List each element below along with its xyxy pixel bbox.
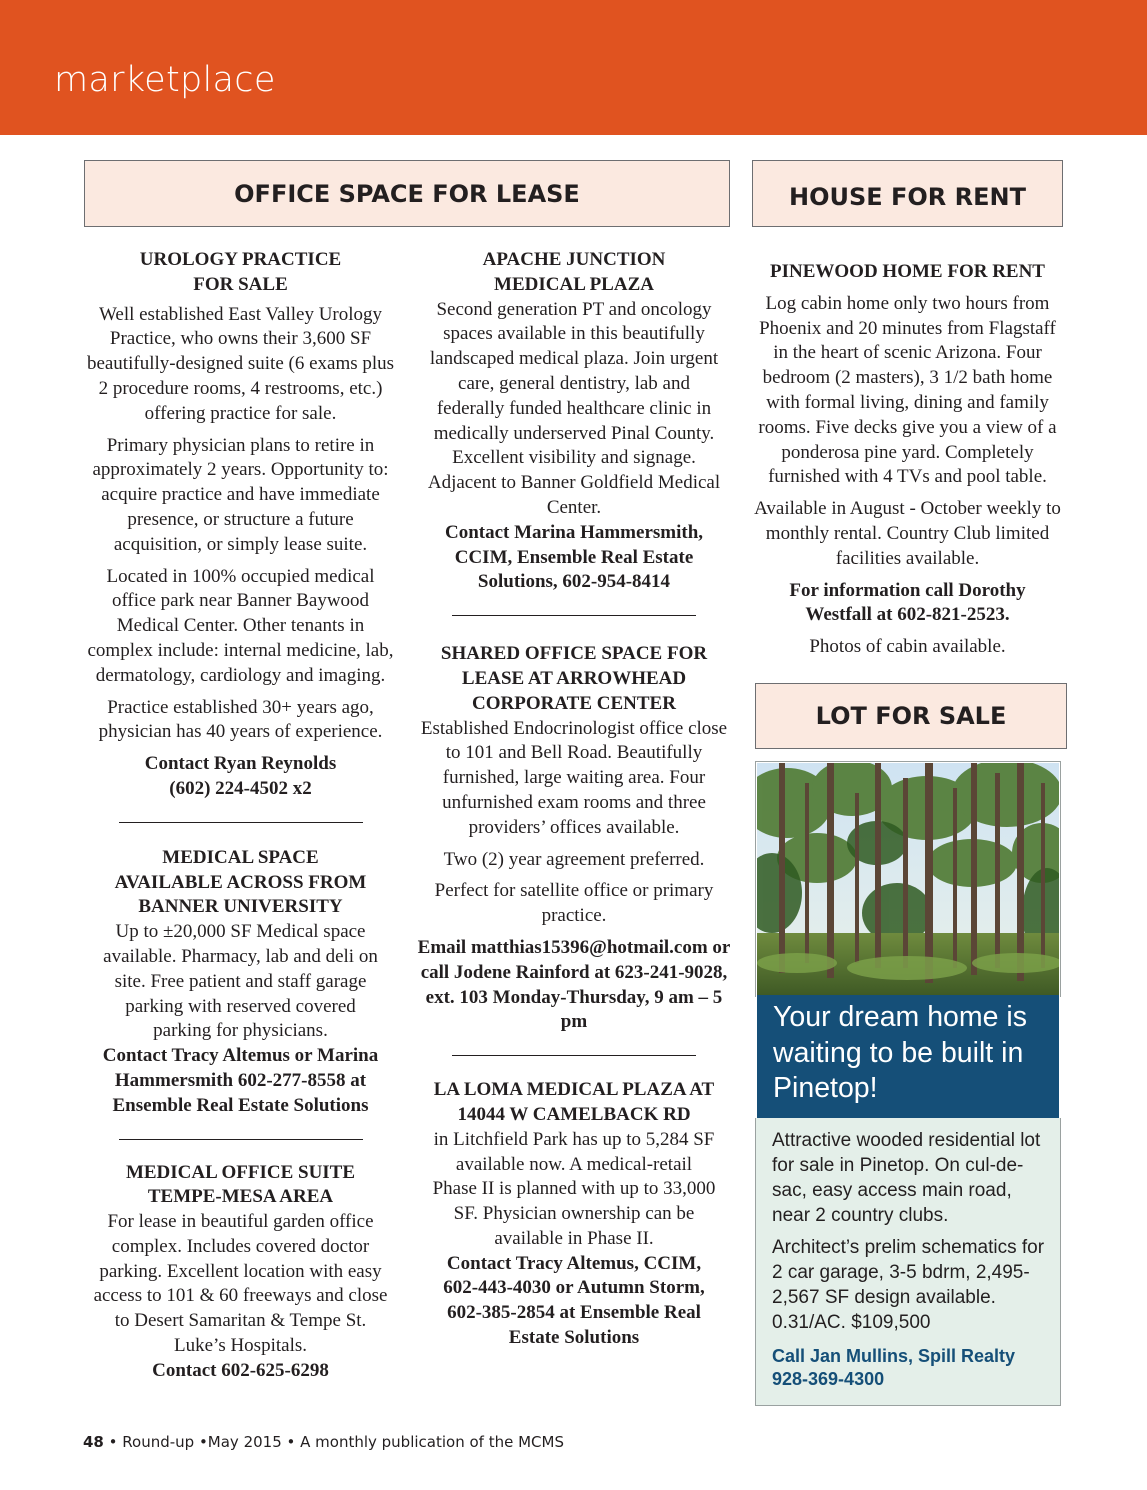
footer-text: • Round-up •May 2015 • A monthly publication of the MCMS [108,1433,564,1451]
pine-forest-photo [757,763,1059,995]
lot-paragraph-1: Attractive wooded residential lot for sale in Pinetop. On cul-de-sac, easy access main road, near 2 country clubs. [772,1130,1041,1226]
medical-space-body: Up to ±20,000 SF Medical space available. Pharmacy, lab and deli on site. Free patient and staff garage parking with reserved covered parking for physicians. [103,921,378,1042]
page-number: 48 [83,1433,104,1451]
urology-title-1: UROLOGY PRACTICE [139,249,342,270]
section-banner [0,0,1147,135]
laloma-title: LA LOMA MEDICAL PLAZA AT 14044 W CAMELBACK RD [433,1079,715,1125]
medical-space-contact: Contact Tracy Altemus or Marina Hammersmith 602-277-8558 at Ensemble Real Estate Solutions [102,1045,379,1116]
pinewood-paragraph-3: Photos of cabin available. [809,636,1006,658]
office-column-2 [418,248,730,1351]
house-column [750,260,1065,667]
house-for-rent-heading: HOUSE FOR RENT [752,160,1063,227]
arrowhead-paragraph-3: Perfect for satellite office or primary practice. [434,880,714,927]
divider [119,1139,363,1140]
urology-listing [84,248,397,802]
apache-listing [418,248,730,595]
lot-details-box [755,1118,1061,1406]
pinewood-paragraph-2: Available in August - October weekly to monthly rental. Country Club limited facilities available. [754,498,1061,569]
urology-paragraph-1: Well established East Valley Urology Practice, who owns their 3,600 SF beautifully-designed suite (6 exams plus 2 procedure rooms, 4 restrooms, etc.) offering practice for sale. [86,303,395,424]
tempe-title: MEDICAL OFFICE SUITE TEMPE-MESA AREA [125,1161,356,1208]
pinewood-title: PINEWOOD HOME FOR RENT [770,261,1045,282]
divider [119,822,363,823]
section-title: marketplace [54,60,276,100]
urology-contact-phone: (602) 224-4502 x2 [169,777,312,799]
arrowhead-paragraph-2: Two (2) year agreement preferred. [443,848,705,870]
lot-paragraph-2: Architect’s prelim schematics for 2 car garage, 3-5 bdrm, 2,495-2,567 SF design available. 0.31/AC. $109,500 [772,1237,1045,1333]
laloma-body: in Litchfield Park has up to 5,284 SF available now. A medical-retail Phase II is planned with up to 33,000 SF. Physician ownership can be available in Phase II. [432,1128,716,1249]
pinewood-paragraph-1: Log cabin home only two hours from Phoenix and 20 minutes from Flagstaff in the heart of scenic Arizona. Four bedroom (2 masters), 3 1/2 bath home with formal living, dining and family rooms. Five decks give you a view of a ponderosa pine yard. Completely furnished with 4 TVs and pool table. [758,292,1057,488]
divider [452,1055,696,1056]
arrowhead-contact: Email matthias15396@hotmail.com or call Jodene Rainford at 623-241-9028, ext. 103 Monday-Thursday, 9 am – 5 pm [417,936,731,1033]
lot-tagline-banner [757,995,1059,1118]
tempe-body: For lease in beautiful garden office complex. Includes covered doctor parking. Excellent location with easy access to 101 & 60 freeways and close to Desert Samaritan & Tempe St. Luke’s Hospitals. [93,1211,388,1357]
laloma-listing [418,1078,730,1351]
lot-tagline: Your dream home is waiting to be built in Pinetop! [773,1001,1027,1104]
urology-title-2: FOR SALE [193,273,288,295]
medical-space-listing [84,846,397,1119]
arrowhead-listing [418,642,730,1035]
arrowhead-title: SHARED OFFICE SPACE FOR LEASE AT ARROWHEAD CORPORATE CENTER [440,643,708,714]
lot-contact-phone: 928-369-4300 [772,1368,885,1389]
page-footer [83,1433,564,1451]
tempe-listing [84,1161,397,1384]
office-column-1 [84,248,397,1384]
urology-contact-name: Contact Ryan Reynolds [144,753,337,775]
arrowhead-body: Established Endocrinologist office close to 101 and Bell Road. Beautifully furnished, large waiting area. Four unfurnished exam rooms and three providers’ offices available. [420,717,728,838]
apache-contact: Contact Marina Hammersmith, CCIM, Ensemble Real Estate Solutions, 602-954-8414 [444,521,704,593]
urology-paragraph-3: Located in 100% occupied medical office park near Banner Baywood Medical Center. Other tenants in complex include: internal medicine, lab, dermatology, cardiology and imaging. [87,565,394,686]
lot-for-sale-heading: LOT FOR SALE [755,683,1067,749]
laloma-contact: Contact Tracy Altemus, CCIM, 602-443-4030 or Autumn Storm, 602-385-2854 at Ensemble Real Estate Solutions [443,1252,705,1349]
pinewood-contact: For information call Dorothy Westfall at 602-821-2523. [789,579,1026,626]
medical-space-title: MEDICAL SPACE AVAILABLE ACROSS FROM BANNER UNIVERSITY [114,846,367,918]
office-space-heading: OFFICE SPACE FOR LEASE [84,160,730,227]
apache-title: APACHE JUNCTION MEDICAL PLAZA [482,249,666,295]
tempe-contact: Contact 602-625-6298 [152,1359,329,1381]
lot-contact-name: Call Jan Mullins, Spill Realty [772,1346,1016,1366]
apache-body: Second generation PT and oncology spaces available in this beautifully landscaped medical plaza. Join urgent care, general dentistry, lab and federally funded healthcare clinic in medically underserved Pinal County. Excellent visibility and signage. Adjacent to Banner Goldfield Medical Center. [427,298,721,518]
urology-paragraph-4: Practice established 30+ years ago, physician has 40 years of experience. [98,696,383,743]
urology-paragraph-2: Primary physician plans to retire in approximately 2 years. Opportunity to: acquire practice and have immediate presence, or structure a future acquisition, or simply lease suite. [92,434,389,555]
divider [452,615,696,616]
